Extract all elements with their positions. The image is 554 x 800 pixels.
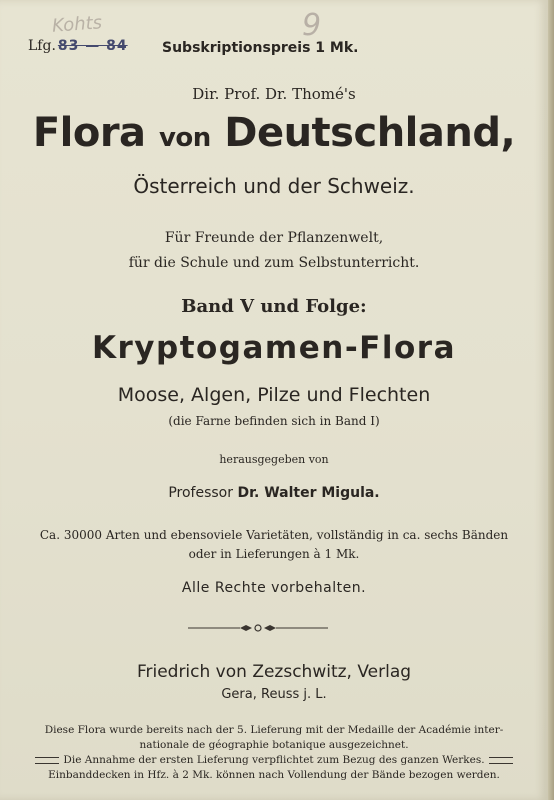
volume-topics: Moose, Algen, Pilze und Flechten xyxy=(117,384,431,406)
ornament-divider-icon xyxy=(188,621,328,635)
footer-note-2: nationale de géographie botanique ausgezeichnet. xyxy=(139,739,409,751)
scope-line-2: oder in Lieferungen à 1 Mk. xyxy=(188,547,360,561)
subscription-price: Subskriptionspreis 1 Mk. xyxy=(162,40,359,56)
audience-line-1: Für Freunde der Pflanzenwelt, xyxy=(164,230,384,246)
publisher-name: Friedrich von Zezschwitz, Verlag xyxy=(136,662,412,682)
footer-note-3 xyxy=(0,754,548,766)
scope-line-1: Ca. 30000 Arten und ebensoviele Varietäten, vollständig in ca. sechs Bänden xyxy=(39,528,509,542)
editor-name: Dr. Walter Migula. xyxy=(237,485,380,501)
title-deutschland: Deutschland, xyxy=(224,110,516,156)
delivery-number xyxy=(28,38,128,54)
lfg-number: 83 — 84 xyxy=(57,38,128,54)
author-line: Dir. Prof. Dr. Thomé's xyxy=(192,85,356,103)
pencil-note-name: Kohts xyxy=(51,12,103,37)
publisher-place: Gera, Reuss j. L. xyxy=(221,687,327,702)
editor-prefix: herausgegeben von xyxy=(219,453,329,466)
footer-note-3-text: Die Annahme der ersten Lieferung verpflichtet zum Bezug des ganzen Werkes. xyxy=(63,754,485,766)
footer-note-4: Einbanddecken in Hfz. à 2 Mk. können nach Vollendung der Bände bezogen werden. xyxy=(48,769,500,781)
ferns-note: (die Farne befinden sich in Band I) xyxy=(168,414,380,428)
title-flora: Flora xyxy=(32,110,146,156)
subtitle: Österreich und der Schweiz. xyxy=(133,174,415,198)
pencil-note-number: 9 xyxy=(302,8,322,43)
editor-title: Professor xyxy=(168,485,234,501)
rights-reserved: Alle Rechte vorbehalten. xyxy=(181,580,367,596)
editor-line xyxy=(0,485,548,501)
audience-line-2: für die Schule und zum Selbstunterricht. xyxy=(128,255,420,271)
volume-title: Kryptogamen-Flora xyxy=(91,330,456,366)
footer-note-1: Diese Flora wurde bereits nach der 5. Lieferung mit der Medaille der Académie inter- xyxy=(44,724,504,736)
title-von: von xyxy=(158,123,211,153)
lfg-label: Lfg. xyxy=(28,38,56,54)
main-title xyxy=(0,110,548,156)
band-heading: Band V und Folge: xyxy=(181,296,367,317)
page-edge xyxy=(548,0,554,800)
double-rule-right-icon xyxy=(489,757,513,764)
double-rule-left-icon xyxy=(35,757,59,764)
